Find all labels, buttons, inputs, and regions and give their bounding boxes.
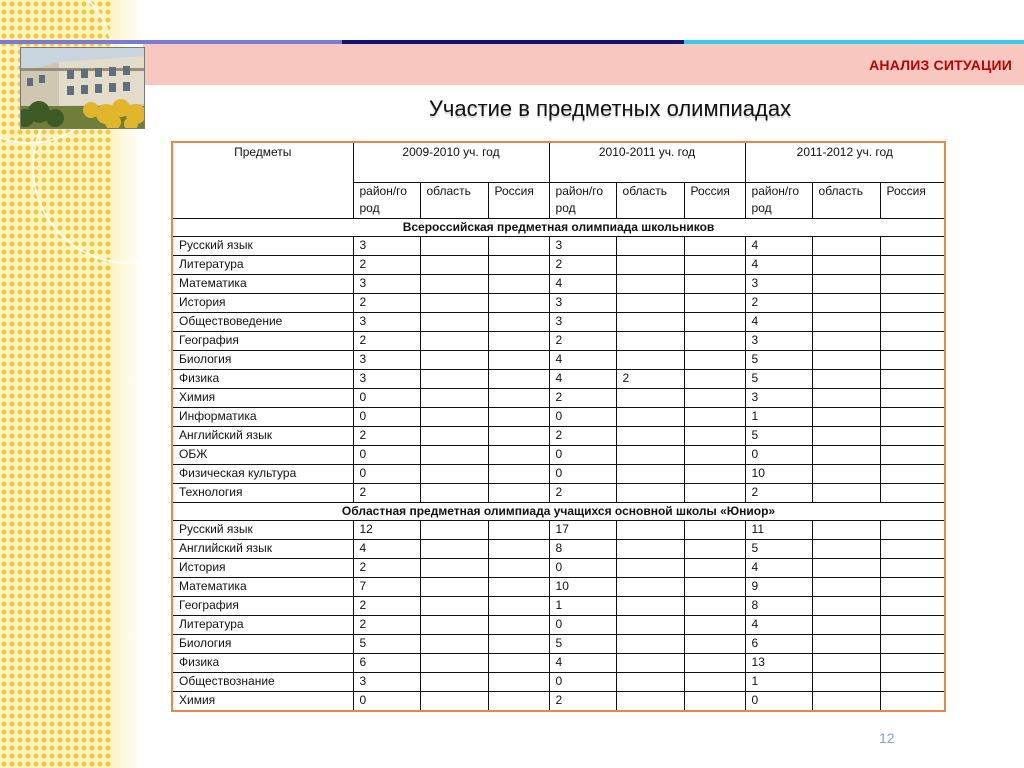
value-cell: 3 [353, 237, 420, 256]
value-cell [812, 256, 880, 275]
value-cell [616, 256, 684, 275]
value-cell [880, 616, 945, 635]
value-cell: 0 [353, 389, 420, 408]
value-cell [420, 427, 488, 446]
value-cell [616, 616, 684, 635]
value-cell [488, 484, 549, 503]
level-header: область [420, 183, 488, 219]
subject-cell: Математика [172, 578, 353, 597]
value-cell [616, 654, 684, 673]
value-cell [420, 237, 488, 256]
value-cell: 8 [745, 597, 812, 616]
value-cell [684, 692, 745, 712]
level-header: Россия [488, 183, 549, 219]
value-cell [616, 351, 684, 370]
value-cell: 2 [353, 427, 420, 446]
value-cell [616, 275, 684, 294]
value-cell: 1 [549, 597, 616, 616]
value-cell [684, 559, 745, 578]
value-cell [420, 351, 488, 370]
value-cell [488, 370, 549, 389]
value-cell [880, 389, 945, 408]
value-cell: 3 [353, 275, 420, 294]
level-header: район/город [353, 183, 420, 219]
value-cell [684, 313, 745, 332]
value-cell: 11 [745, 521, 812, 540]
value-cell: 2 [549, 389, 616, 408]
value-cell [880, 484, 945, 503]
value-cell [488, 237, 549, 256]
value-cell: 6 [353, 654, 420, 673]
table-row [172, 597, 945, 616]
value-cell [880, 465, 945, 484]
value-cell [420, 673, 488, 692]
value-cell [684, 237, 745, 256]
level-header: район/город [549, 183, 616, 219]
value-cell [880, 427, 945, 446]
table-row [172, 351, 945, 370]
value-cell [488, 559, 549, 578]
value-cell: 3 [549, 237, 616, 256]
value-cell [812, 654, 880, 673]
value-cell: 5 [353, 635, 420, 654]
value-cell [420, 389, 488, 408]
value-cell: 3 [353, 673, 420, 692]
subject-cell: Обществоведение [172, 313, 353, 332]
subject-cell: Технология [172, 484, 353, 503]
value-cell [488, 389, 549, 408]
value-cell [420, 540, 488, 559]
year-header: 2011-2012 уч. год [745, 142, 945, 183]
value-cell: 13 [745, 654, 812, 673]
value-cell [420, 484, 488, 503]
value-cell: 3 [745, 332, 812, 351]
value-cell [420, 256, 488, 275]
subjects-header: Предметы [172, 142, 353, 219]
value-cell [880, 673, 945, 692]
value-cell: 3 [353, 313, 420, 332]
value-cell [488, 521, 549, 540]
level-header: область [812, 183, 880, 219]
value-cell: 0 [549, 673, 616, 692]
section-row [172, 503, 945, 521]
subject-cell: Английский язык [172, 427, 353, 446]
value-cell: 4 [549, 351, 616, 370]
value-cell [488, 540, 549, 559]
value-cell [488, 654, 549, 673]
value-cell [616, 673, 684, 692]
value-cell: 4 [549, 275, 616, 294]
value-cell: 10 [745, 465, 812, 484]
value-cell [420, 654, 488, 673]
value-cell [616, 332, 684, 351]
value-cell [616, 597, 684, 616]
value-cell: 4 [745, 313, 812, 332]
value-cell [420, 446, 488, 465]
value-cell: 17 [549, 521, 616, 540]
value-cell [684, 294, 745, 313]
table-row [172, 294, 945, 313]
value-cell [812, 521, 880, 540]
value-cell: 0 [353, 692, 420, 712]
value-cell [488, 597, 549, 616]
section-row [172, 219, 945, 237]
year-header: 2010-2011 уч. год [549, 142, 745, 183]
table-row [172, 465, 945, 484]
value-cell: 3 [353, 351, 420, 370]
value-cell [880, 294, 945, 313]
value-cell: 10 [549, 578, 616, 597]
table-row [172, 427, 945, 446]
value-cell [812, 465, 880, 484]
table-row [172, 673, 945, 692]
value-cell [880, 521, 945, 540]
value-cell [812, 370, 880, 389]
value-cell [684, 332, 745, 351]
value-cell [488, 673, 549, 692]
value-cell [812, 540, 880, 559]
subject-cell: Русский язык [172, 521, 353, 540]
subject-cell: Физика [172, 370, 353, 389]
value-cell [616, 635, 684, 654]
subject-cell: География [172, 332, 353, 351]
value-cell [616, 578, 684, 597]
value-cell: 3 [353, 370, 420, 389]
page-number: 12 [879, 730, 895, 746]
value-cell [812, 559, 880, 578]
value-cell: 1 [745, 408, 812, 427]
table-row [172, 275, 945, 294]
subject-cell: Физика [172, 654, 353, 673]
value-cell [684, 654, 745, 673]
value-cell [880, 275, 945, 294]
value-cell: 4 [549, 654, 616, 673]
subject-cell: Информатика [172, 408, 353, 427]
value-cell [420, 597, 488, 616]
value-cell [420, 332, 488, 351]
value-cell [488, 294, 549, 313]
value-cell [684, 275, 745, 294]
value-cell [880, 597, 945, 616]
value-cell [812, 597, 880, 616]
value-cell [616, 389, 684, 408]
value-cell [812, 673, 880, 692]
value-cell: 4 [745, 237, 812, 256]
value-cell [684, 521, 745, 540]
value-cell [616, 540, 684, 559]
value-cell [684, 427, 745, 446]
value-cell [488, 351, 549, 370]
table-row [172, 616, 945, 635]
value-cell: 2 [353, 332, 420, 351]
value-cell: 2 [549, 692, 616, 712]
table-row [172, 692, 945, 712]
table-row [172, 521, 945, 540]
value-cell: 0 [353, 408, 420, 427]
value-cell: 0 [745, 446, 812, 465]
value-cell: 2 [549, 332, 616, 351]
value-cell: 8 [549, 540, 616, 559]
table-row [172, 578, 945, 597]
subject-cell: История [172, 294, 353, 313]
value-cell [880, 237, 945, 256]
value-cell [812, 692, 880, 712]
value-cell [488, 692, 549, 712]
value-cell [616, 313, 684, 332]
page-title: Участие в предметных олимпиадах [428, 96, 792, 121]
table-row [172, 635, 945, 654]
value-cell [488, 408, 549, 427]
subject-cell: Химия [172, 692, 353, 712]
value-cell [812, 616, 880, 635]
value-cell [812, 484, 880, 503]
value-cell: 3 [745, 275, 812, 294]
value-cell [812, 389, 880, 408]
value-cell [880, 446, 945, 465]
value-cell: 2 [353, 597, 420, 616]
value-cell: 0 [549, 616, 616, 635]
value-cell [420, 559, 488, 578]
value-cell [420, 294, 488, 313]
table-row [172, 313, 945, 332]
olympiad-table [171, 141, 946, 712]
year-header: 2009-2010 уч. год [353, 142, 549, 183]
value-cell [880, 559, 945, 578]
value-cell [812, 313, 880, 332]
value-cell [812, 446, 880, 465]
value-cell: 9 [745, 578, 812, 597]
value-cell [684, 351, 745, 370]
school-photo [20, 47, 145, 129]
value-cell: 2 [549, 484, 616, 503]
value-cell [488, 275, 549, 294]
table-row [172, 446, 945, 465]
value-cell [488, 427, 549, 446]
value-cell [684, 408, 745, 427]
value-cell [684, 578, 745, 597]
value-cell [880, 332, 945, 351]
subject-cell: Русский язык [172, 237, 353, 256]
value-cell [684, 635, 745, 654]
value-cell: 4 [549, 370, 616, 389]
value-cell [488, 446, 549, 465]
value-cell [812, 351, 880, 370]
value-cell [420, 692, 488, 712]
subject-cell: ОБЖ [172, 446, 353, 465]
value-cell [684, 446, 745, 465]
value-cell [420, 578, 488, 597]
value-cell [420, 465, 488, 484]
value-cell [488, 313, 549, 332]
value-cell: 2 [353, 294, 420, 313]
value-cell: 2 [353, 616, 420, 635]
subject-cell: Физическая культура [172, 465, 353, 484]
value-cell: 5 [745, 427, 812, 446]
value-cell: 0 [745, 692, 812, 712]
value-cell [616, 465, 684, 484]
value-cell [880, 408, 945, 427]
subject-cell: Обществознание [172, 673, 353, 692]
table-row [172, 559, 945, 578]
value-cell [812, 635, 880, 654]
table-row [172, 484, 945, 503]
value-cell: 3 [549, 313, 616, 332]
table-row [172, 370, 945, 389]
value-cell [616, 559, 684, 578]
value-cell: 2 [549, 256, 616, 275]
level-header: Россия [880, 183, 945, 219]
value-cell [684, 616, 745, 635]
value-cell: 2 [353, 484, 420, 503]
value-cell [488, 332, 549, 351]
value-cell: 0 [549, 465, 616, 484]
value-cell [880, 654, 945, 673]
value-cell: 0 [549, 408, 616, 427]
value-cell: 2 [616, 370, 684, 389]
value-cell [616, 484, 684, 503]
value-cell [488, 635, 549, 654]
section-title: Областная предметная олимпиада учащихся основной школы «Юниор» [172, 503, 945, 521]
value-cell [488, 578, 549, 597]
value-cell [488, 256, 549, 275]
header-title: АНАЛИЗ СИТУАЦИИ [869, 57, 1012, 73]
value-cell [616, 446, 684, 465]
subject-cell: Литература [172, 256, 353, 275]
value-cell: 6 [745, 635, 812, 654]
value-cell [616, 294, 684, 313]
value-cell [880, 256, 945, 275]
value-cell [420, 616, 488, 635]
value-cell: 1 [745, 673, 812, 692]
value-cell [616, 408, 684, 427]
value-cell: 2 [549, 427, 616, 446]
value-cell [488, 465, 549, 484]
value-cell [420, 408, 488, 427]
value-cell [880, 692, 945, 712]
value-cell [684, 256, 745, 275]
value-cell [880, 635, 945, 654]
header-banner [143, 44, 1024, 85]
value-cell [812, 427, 880, 446]
value-cell: 5 [745, 370, 812, 389]
subject-cell: Литература [172, 616, 353, 635]
value-cell [880, 313, 945, 332]
table-row [172, 540, 945, 559]
value-cell: 2 [745, 294, 812, 313]
value-cell [684, 540, 745, 559]
value-cell: 2 [745, 484, 812, 503]
table-row [172, 256, 945, 275]
table-row [172, 654, 945, 673]
value-cell: 3 [745, 389, 812, 408]
table-row [172, 408, 945, 427]
value-cell [420, 370, 488, 389]
table-row [172, 389, 945, 408]
level-header: Россия [684, 183, 745, 219]
value-cell [880, 351, 945, 370]
value-cell [616, 237, 684, 256]
section-title: Всероссийская предметная олимпиада школьников [172, 219, 945, 237]
value-cell: 0 [353, 465, 420, 484]
value-cell [684, 389, 745, 408]
subject-cell: История [172, 559, 353, 578]
value-cell: 7 [353, 578, 420, 597]
value-cell [684, 597, 745, 616]
subject-cell: Английский язык [172, 540, 353, 559]
value-cell: 5 [745, 351, 812, 370]
subject-cell: География [172, 597, 353, 616]
value-cell [420, 313, 488, 332]
value-cell: 3 [549, 294, 616, 313]
value-cell [684, 673, 745, 692]
value-cell [684, 370, 745, 389]
value-cell [880, 540, 945, 559]
value-cell: 0 [353, 446, 420, 465]
value-cell [812, 237, 880, 256]
value-cell: 2 [353, 256, 420, 275]
value-cell [812, 578, 880, 597]
value-cell [880, 578, 945, 597]
value-cell [420, 275, 488, 294]
value-cell: 12 [353, 521, 420, 540]
value-cell [812, 275, 880, 294]
subject-cell: Биология [172, 635, 353, 654]
subject-cell: Химия [172, 389, 353, 408]
value-cell [420, 635, 488, 654]
value-cell: 5 [745, 540, 812, 559]
value-cell [812, 332, 880, 351]
value-cell [812, 294, 880, 313]
value-cell: 5 [549, 635, 616, 654]
value-cell: 0 [549, 559, 616, 578]
value-cell: 4 [745, 256, 812, 275]
value-cell [812, 408, 880, 427]
value-cell [420, 521, 488, 540]
value-cell [684, 484, 745, 503]
level-header: область [616, 183, 684, 219]
value-cell [616, 692, 684, 712]
value-cell: 4 [745, 616, 812, 635]
value-cell [616, 521, 684, 540]
value-cell: 4 [745, 559, 812, 578]
subject-cell: Биология [172, 351, 353, 370]
value-cell [880, 370, 945, 389]
value-cell: 4 [353, 540, 420, 559]
level-header: район/город [745, 183, 812, 219]
value-cell: 2 [353, 559, 420, 578]
table-row [172, 237, 945, 256]
table-row [172, 332, 945, 351]
value-cell [684, 465, 745, 484]
value-cell [488, 616, 549, 635]
subject-cell: Математика [172, 275, 353, 294]
value-cell [616, 427, 684, 446]
value-cell: 0 [549, 446, 616, 465]
